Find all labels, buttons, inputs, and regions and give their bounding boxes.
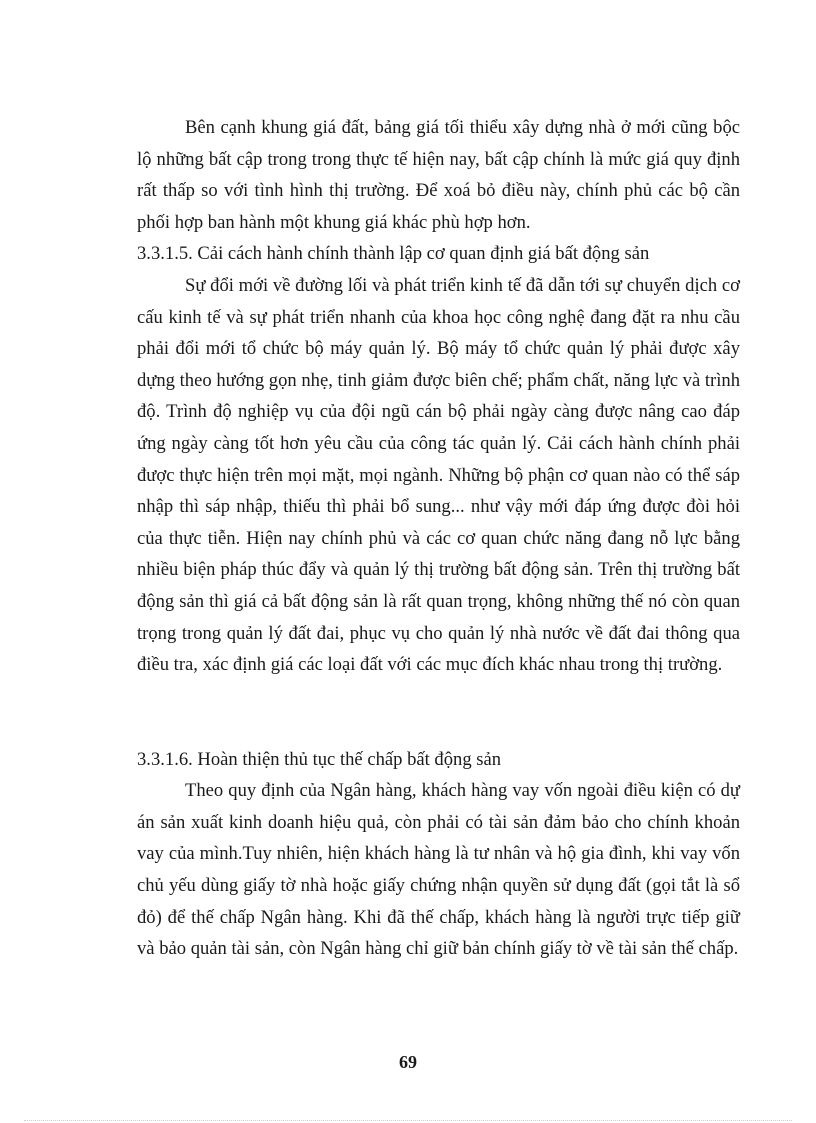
page-number: 69: [399, 1052, 417, 1072]
section-heading-3-3-1-6: 3.3.1.6. Hoàn thiện thủ tục thế chấp bất động sản: [137, 748, 502, 770]
page-bottom-divider: [24, 1120, 792, 1121]
paragraph-mortgage-procedure: Theo quy định của Ngân hàng, khách hàng vay vốn ngoài điều kiện có dự án sản xuất kinh doanh hiệu quả, còn phải có tài sản đảm bảo cho chính khoản vay của mình.Tuy nhiên, hiện khách hàng là tư nhân và hộ gia đình, khi vay vốn chủ yếu dùng giấy tờ nhà hoặc giấy chứng nhận quyền sử dụng đất (gọi tắt là sổ đỏ) để thế chấp Ngân hàng. Khi đã thế chấp, khách hàng là người trực tiếp giữ và bảo quản tài sản, còn Ngân hàng chỉ giữ bản chính giấy tờ về tài sản thế chấp.: [137, 780, 740, 960]
paragraph-land-price-framework: Bên cạnh khung giá đất, bảng giá tối thiểu xây dựng nhà ở mới cũng bộc lộ những bất cập trong trong thực tế hiện nay, bất cập chính là mức giá quy định rất thấp so với tình hình thị trường. Để xoá bỏ điều này, chính phủ các bộ cần phối hợp ban hành một khung giá khác phù hợp hơn.: [137, 117, 740, 233]
section-heading-3-3-1-5: 3.3.1.5. Cải cách hành chính thành lập cơ quan định giá bất động sản: [137, 243, 650, 265]
document-body: [137, 112, 740, 965]
section-spacer: [137, 681, 740, 744]
paragraph-administrative-reform: Sự đổi mới về đường lối và phát triển kinh tế đã dẫn tới sự chuyển dịch cơ cấu kinh tế và sự phát triển nhanh của khoa học công nghệ đang đặt ra nhu cầu phải đổi mới tổ chức bộ máy quản lý. Bộ máy tổ chức quản lý phải được xây dựng theo hướng gọn nhẹ, tinh giảm được biên chế; phẩm chất, năng lực và trình độ. Trình độ nghiệp vụ của đội ngũ cán bộ phải ngày càng được nâng cao đáp ứng ngày càng tốt hơn yêu cầu của công tác quản lý. Cải cách hành chính phải được thực hiện trên mọi mặt, mọi ngành. Những bộ phận cơ quan nào có thể sáp nhập thì sáp nhập, thiếu thì phải bổ sung... như vậy mới đáp ứng được đòi hỏi của thực tiễn. Hiện nay chính phủ và các cơ quan chức năng đang nỗ lực bằng nhiều biện pháp thúc đẩy và quản lý thị trường bất động sản. Trên thị trường bất động sản thì giá cả bất động sản là rất quan trọng, không những thế nó còn quan trọng trong quản lý đất đai, phục vụ cho quản lý nhà nước về đất đai thông qua điều tra, xác định giá các loại đất với các mục đích khác nhau trong thị trường.: [137, 274, 740, 676]
